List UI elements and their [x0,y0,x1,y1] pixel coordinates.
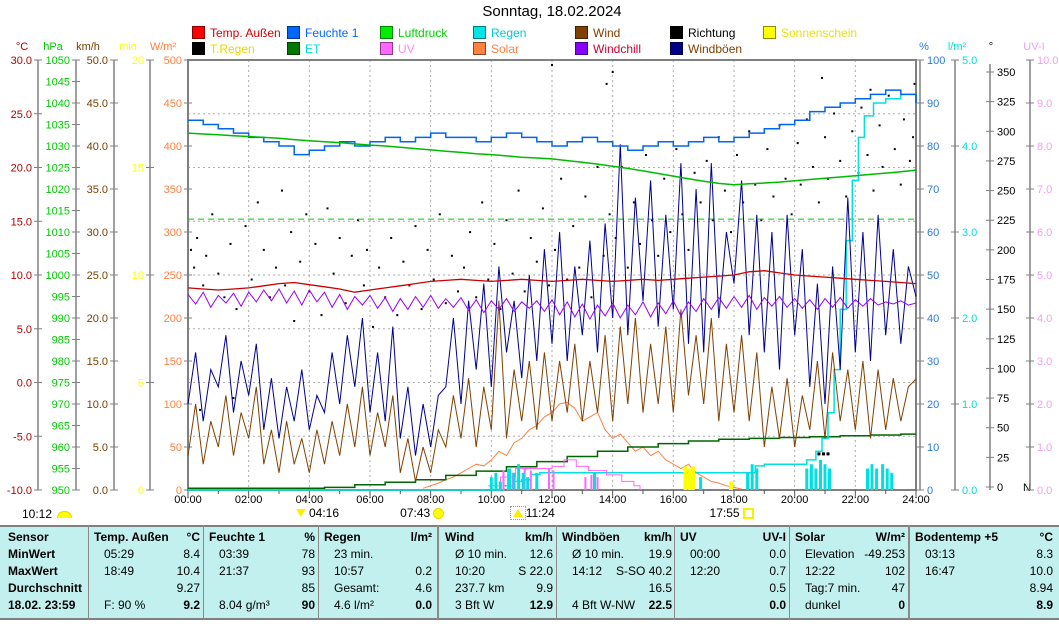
annotation-sunset [684,506,780,520]
svg-text:10.0: 10.0 [10,270,32,282]
table-col-uv [678,525,786,624]
legend-label: Regen [491,25,527,40]
table-row-label: MinWert [8,547,56,561]
x-tick-label: 22:00 [841,494,870,506]
svg-text:100: 100 [163,399,182,411]
svg-text:995: 995 [51,291,70,304]
table-col-solar [793,525,905,624]
table-header: Feuchte 1 [209,530,266,544]
table-cell-value: 22.5 [648,598,672,612]
x-tick-label: 12:00 [538,494,566,506]
table-cell-label [913,597,925,614]
table-col-rain [322,525,432,624]
table-cell-label: 03:13 [925,547,956,561]
svg-text:0: 0 [175,485,182,497]
svg-text:325: 325 [997,96,1016,109]
svg-text:0.0: 0.0 [962,485,978,497]
moon-set-icon [296,509,306,517]
svg-text:0.0: 0.0 [92,485,108,497]
annotation-time: 17:55 [709,506,740,520]
sunrise-icon [433,508,444,519]
svg-text:400: 400 [163,141,182,153]
table-cell-value: 12.9 [529,598,553,612]
x-tick-label: 14:00 [598,494,627,506]
x-tick-label: 24:00 [902,494,930,506]
svg-text:15.0: 15.0 [86,356,108,368]
svg-text:0.0: 0.0 [1037,485,1053,497]
svg-text:20: 20 [131,55,144,67]
svg-text:1015: 1015 [45,205,70,218]
table-cell-label: 18:49 [104,564,135,578]
annotation-moon-set [270,506,366,520]
table-cell-value: 0 [898,598,905,612]
table-cell-value: 8.94 [1029,581,1053,595]
table-header-unit: °C [1039,530,1053,544]
svg-text:350: 350 [163,184,182,196]
table-cell-label: 3 Bft W [455,598,495,612]
axis-unit-degC: °C [15,41,29,53]
table-cell-value: 102 [884,564,905,578]
annotation-time: 11:24 [525,506,555,520]
table-cell-label: F: 90 % [104,598,146,612]
svg-text:45.0: 45.0 [86,98,108,110]
table-header: Temp. Außen [94,530,169,544]
annotation-moon-rise [486,506,582,520]
table-cell-value: 90 [301,598,315,612]
svg-text:225: 225 [997,215,1016,228]
table-cell-label: 4 Bft W-NW [572,598,636,612]
svg-text:30: 30 [927,356,940,368]
table-separator [674,525,675,620]
table-cell-value: 85 [301,581,315,595]
table-separator [88,525,89,620]
x-tick-label: 06:00 [356,494,384,506]
svg-text:3.0: 3.0 [1037,356,1053,368]
svg-text:50: 50 [997,422,1010,435]
table-cell-label: 237.7 km [455,581,505,595]
table-separator [908,525,910,620]
svg-text:25.0: 25.0 [10,108,32,121]
series-sonnenschein [684,466,734,490]
table-row-label: MaxWert [8,564,58,578]
table-cell-value: 0.0 [415,598,432,612]
svg-text:40: 40 [927,313,940,325]
svg-text:250: 250 [163,270,182,282]
table-cell-value: 0.7 [769,564,786,578]
table-cell-label: 14:12 [572,564,603,578]
table-cell-label: 12:20 [690,564,721,578]
table-header-unit: % [304,530,315,544]
svg-text:50: 50 [169,442,182,454]
svg-text:965: 965 [51,420,70,433]
legend-label: UV [398,41,415,56]
table-cell-label: Elevation [805,547,855,561]
sunset-icon [743,508,754,519]
svg-text:75: 75 [997,393,1010,406]
table-header: UV [680,530,697,544]
series-uv-bars [503,469,599,491]
svg-text:10: 10 [131,270,144,282]
table-separator [203,525,204,620]
svg-text:960: 960 [51,442,70,454]
table-cell-label [207,580,219,597]
table-cell-label [92,580,104,597]
table-cell-value: 9.27 [176,581,200,595]
x-tick-label: 04:00 [295,494,324,506]
table-cell-label: 21:37 [219,564,250,578]
table-col-soil [913,525,1053,624]
table-cell-label: 05:29 [104,547,135,561]
svg-text:500: 500 [163,55,182,67]
svg-text:300: 300 [997,126,1016,139]
moonrise-time: 10:12 [22,507,53,521]
svg-text:1040: 1040 [45,98,70,110]
table-cell-label: 03:39 [219,547,250,561]
table-cell-value: 0.0 [769,598,786,612]
table-cell-value: -49.253 [864,547,905,561]
table-header-unit: W/m² [875,530,905,544]
table-header-unit: °C [186,530,200,544]
svg-text:5.0: 5.0 [962,55,978,67]
svg-text:1035: 1035 [45,119,70,132]
svg-text:1000: 1000 [45,270,70,282]
svg-text:1.0: 1.0 [1037,442,1053,454]
legend-label: ET [305,41,321,56]
svg-text:975: 975 [51,377,70,390]
table-cell-label [678,580,690,597]
legend-label: Temp. Außen [210,25,281,40]
x-tick-label: 16:00 [659,494,688,506]
svg-text:60: 60 [927,227,940,239]
svg-text:980: 980 [51,356,70,368]
moon-rise-icon [513,509,523,517]
svg-text:350: 350 [997,67,1016,79]
table-cell-label: dunkel [805,598,841,612]
x-tick-label: 10:00 [477,494,506,506]
svg-text:450: 450 [163,98,182,110]
svg-text:20.0: 20.0 [10,162,32,175]
table-cell-label: 12:22 [805,564,836,578]
table-col-gusts [560,525,672,624]
svg-text:10: 10 [927,442,940,454]
table-cell-label [913,580,925,597]
svg-text:50: 50 [927,270,940,282]
summary-table [0,525,1059,620]
svg-text:20: 20 [927,399,940,411]
table-cell-value: 9.2 [183,598,200,612]
legend-label: Richtung [688,25,736,40]
table-cell-value: 47 [891,581,905,595]
series-windchill [188,289,916,319]
table-cell-label [560,580,572,597]
svg-text:80: 80 [927,141,940,153]
series-feuchte-1 [188,90,916,155]
svg-text:150: 150 [163,356,182,368]
table-cell-value: 93 [301,564,315,578]
svg-text:250: 250 [997,185,1016,198]
axis-unit-deg: ° [988,41,994,53]
table-header: Regen [324,530,361,544]
svg-text:6.0: 6.0 [1037,227,1053,239]
table-header: Bodentemp +5 [915,530,999,544]
x-tick-label: 20:00 [780,494,809,506]
svg-text:25: 25 [997,452,1010,465]
table-col-humidity [207,525,315,624]
svg-text:25.0: 25.0 [86,270,108,282]
table-separator [556,525,557,620]
svg-text:50.0: 50.0 [86,55,108,67]
table-separator [318,525,319,620]
table-cell-label [678,597,690,614]
svg-text:5: 5 [137,377,144,390]
axis-unit-min: min [119,41,137,53]
svg-text:0: 0 [997,482,1004,494]
axis-unit-kmh: km/h [76,41,100,53]
table-separator [789,525,790,620]
x-tick-label: 00:00 [174,494,202,506]
legend-label: Sonnenschein [781,25,858,40]
table-cell-label: 10:20 [455,564,486,578]
page-title: Sonntag, 18.02.2024 [482,3,622,20]
svg-text:0.0: 0.0 [16,377,32,390]
svg-text:35.0: 35.0 [86,184,108,196]
annotation-time: 07:43 [400,506,431,520]
svg-text:7.0: 7.0 [1037,184,1053,196]
table-row-label: Sensor [8,530,49,544]
axis-unit-hPa: hPa [43,41,63,53]
svg-text:950: 950 [51,485,70,497]
svg-text:275: 275 [997,155,1016,168]
x-tick-label: 02:00 [234,494,263,506]
table-header: Solar [795,530,826,544]
svg-text:8.0: 8.0 [1037,141,1053,153]
svg-text:9.0: 9.0 [1037,98,1053,110]
table-row-label: 18.02. 23:59 [8,598,76,612]
svg-text:985: 985 [51,334,70,347]
svg-text:100: 100 [997,363,1016,376]
table-header: Wind [445,530,475,544]
table-cell-value: 8.4 [183,547,200,561]
svg-text:1030: 1030 [45,141,70,153]
axis-unit-Wm2: W/m² [149,41,177,53]
table-cell-value: 16.5 [648,581,672,595]
table-cell-label: 10:57 [334,564,365,578]
table-header: Windböen [562,530,620,544]
table-cell-value: S 22.0 [518,564,553,578]
svg-text:1010: 1010 [45,227,70,239]
table-cell-label: 4.6 l/m² [334,598,375,612]
svg-text:40.0: 40.0 [86,141,108,153]
svg-text:-5.0: -5.0 [13,431,32,444]
legend-label: Solar [491,41,520,56]
svg-text:0: 0 [137,485,144,497]
table-cell-label: Gesamt: [334,581,380,595]
table-cell-value: 78 [301,547,315,561]
series-temp-aussen [188,271,916,293]
table-col-temp [92,525,200,624]
svg-text:N: N [1023,482,1031,494]
svg-text:175: 175 [997,274,1016,287]
table-header-unit: km/h [643,530,672,544]
legend-label: Luftdruck [398,25,448,40]
table-cell-value: 12.6 [529,547,553,561]
svg-text:4.0: 4.0 [962,141,978,153]
legend-label: Windchill [593,41,642,56]
moonrise-note [22,507,72,521]
table-header-unit: l/m² [410,530,432,544]
table-col-rowlabels [8,525,88,624]
legend-label: Windböen [688,41,743,56]
series-richtung [190,64,916,411]
table-cell-label: 8.04 g/m³ [219,598,270,612]
table-cell-label: Ø 10 min. [572,547,625,561]
svg-text:0: 0 [927,485,934,497]
svg-text:990: 990 [51,313,70,325]
svg-text:30.0: 30.0 [10,55,32,67]
axis-unit-pct: % [919,41,929,53]
table-cell-value: 4.6 [415,581,432,595]
table-cell-value: 0.5 [769,581,786,595]
legend-label: Feuchte 1 [305,25,359,40]
svg-text:970: 970 [51,399,70,411]
svg-text:5.0: 5.0 [16,323,32,336]
series-t-regen [817,452,829,455]
legend-label: T.Regen [210,41,255,56]
svg-text:15.0: 15.0 [10,216,32,229]
table-cell-value: S-SO 40.2 [615,564,672,578]
table-header-unit: km/h [524,530,553,544]
svg-text:-10.0: -10.0 [6,485,32,497]
table-cell-value: 0.2 [415,564,432,578]
legend-label: Wind [593,25,621,40]
svg-text:200: 200 [997,244,1016,257]
table-cell-label: Tag:7 min. [805,581,861,595]
svg-text:150: 150 [997,304,1016,317]
table-cell-label: 16:47 [925,564,956,578]
svg-text:200: 200 [163,313,182,325]
svg-text:70: 70 [927,184,940,196]
svg-text:5.0: 5.0 [1037,270,1053,282]
table-header-unit: UV-I [762,530,786,544]
annotation-time: 04:16 [309,506,340,520]
svg-text:5.0: 5.0 [92,442,108,454]
table-cell-label: 00:00 [690,547,721,561]
table-col-wind [443,525,553,624]
table-cell-value: 8.3 [1036,547,1053,561]
axis-unit-uvi: UV-I [1023,41,1045,53]
svg-text:4.0: 4.0 [1037,313,1053,325]
svg-text:1020: 1020 [45,184,70,196]
table-cell-value: 10.4 [176,564,200,578]
svg-text:15: 15 [131,162,144,175]
svg-text:1050: 1050 [45,55,70,67]
svg-text:1.0: 1.0 [962,399,978,411]
axis-unit-lm2: l/m² [947,41,967,53]
svg-text:125: 125 [997,333,1016,346]
table-cell-label: 23 min. [334,547,374,561]
table-cell-value: 0.0 [769,547,786,561]
svg-text:90: 90 [927,98,940,110]
table-cell-value: 8.9 [1036,598,1053,612]
svg-text:10.0: 10.0 [86,399,108,411]
table-cell-value: 10.0 [1029,564,1053,578]
svg-text:2.0: 2.0 [962,313,978,325]
table-separator [437,525,439,620]
svg-text:100: 100 [927,55,946,67]
x-tick-label: 18:00 [720,494,748,506]
svg-text:2.0: 2.0 [1037,399,1053,411]
svg-text:1025: 1025 [45,162,70,175]
svg-text:10.0: 10.0 [1037,55,1059,67]
svg-text:1005: 1005 [45,248,70,261]
svg-text:955: 955 [51,463,70,476]
svg-text:20.0: 20.0 [86,313,108,325]
x-tick-label: 08:00 [416,494,445,506]
sun-half-icon [57,511,72,518]
svg-text:300: 300 [163,227,182,239]
table-row-label: Durchschnitt [8,581,83,595]
table-cell-value: 19.9 [648,547,672,561]
svg-text:3.0: 3.0 [962,227,978,239]
svg-text:1045: 1045 [45,76,70,89]
table-cell-label: Ø 10 min. [455,547,508,561]
annotation-sunrise [374,506,470,520]
table-cell-value: 9.9 [536,581,553,595]
svg-text:30.0: 30.0 [86,227,108,239]
